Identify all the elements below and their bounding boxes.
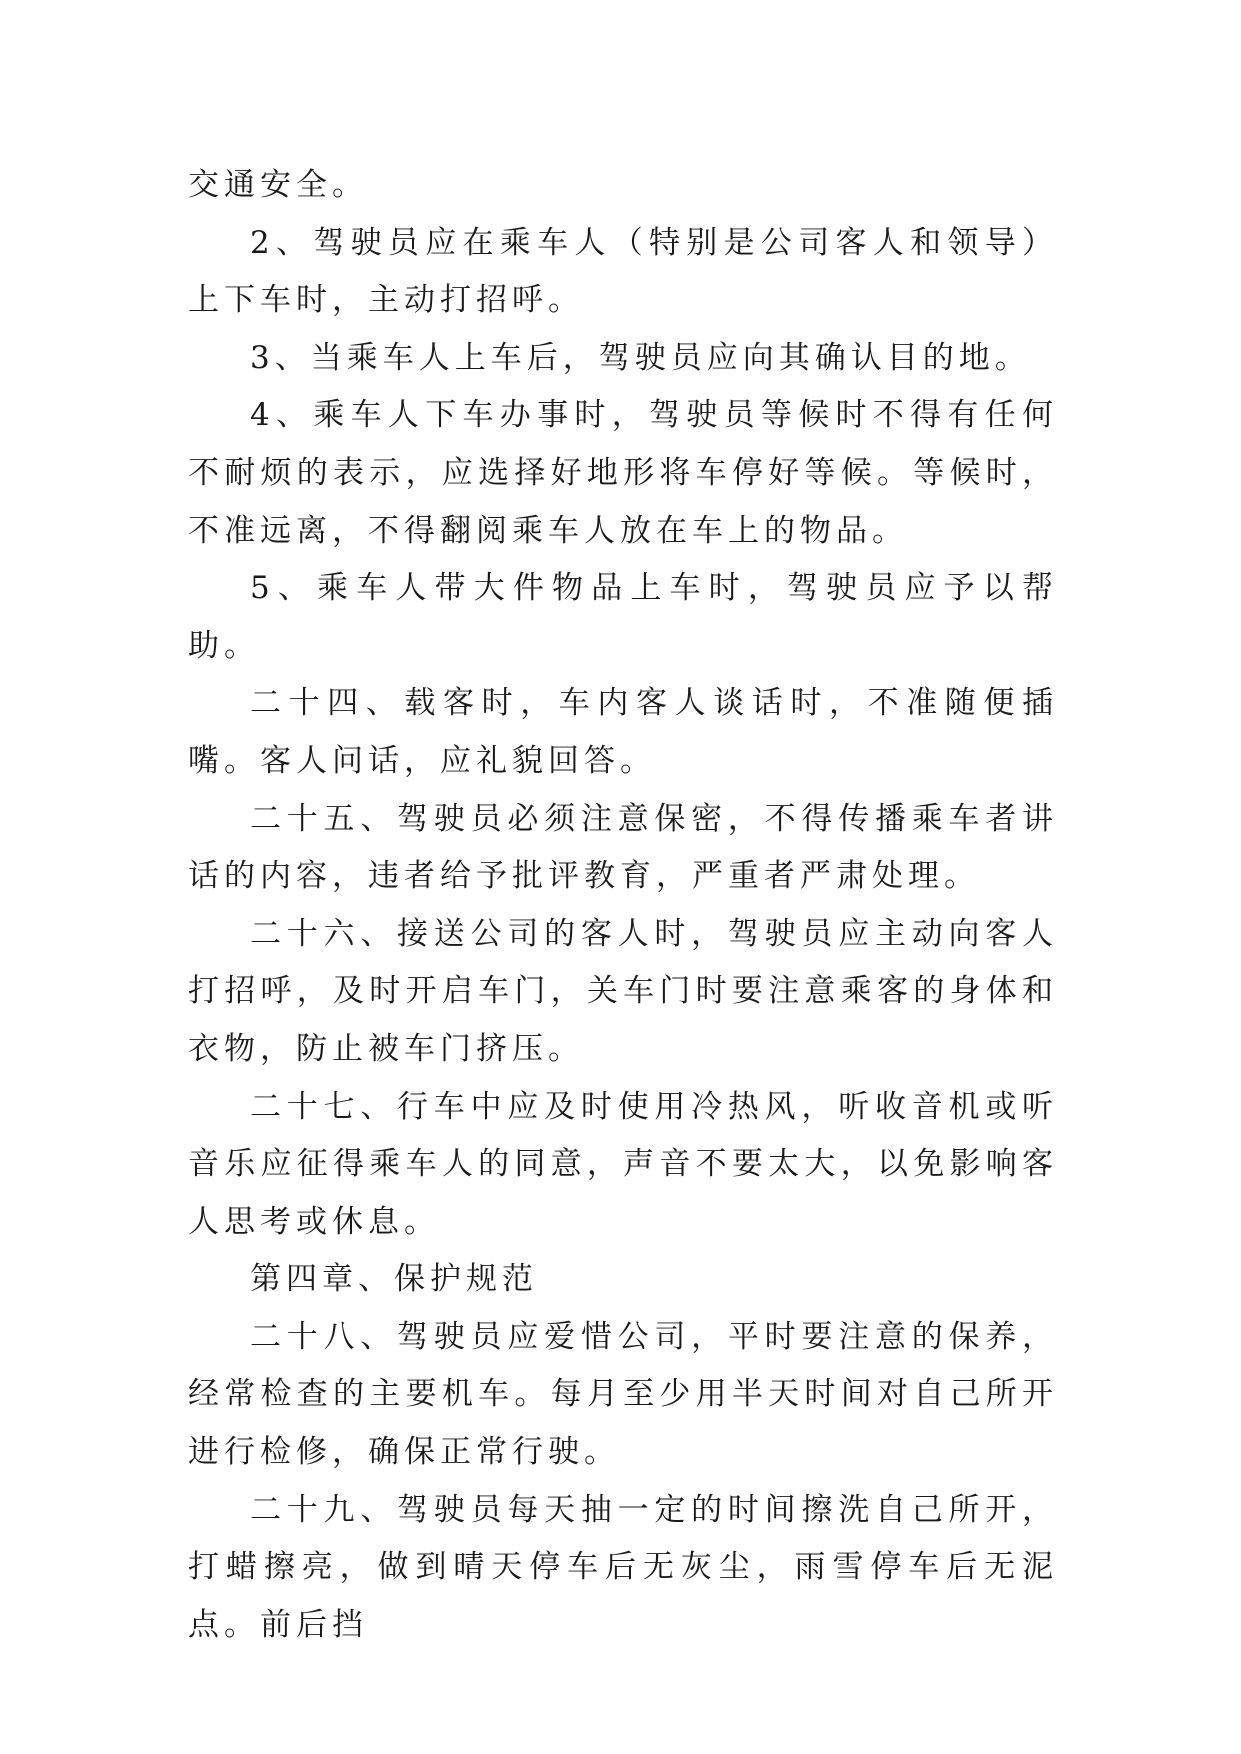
paragraph-article-27: 二十七、行车中应及时使用冷热风，听收音机或听音乐应征得乘车人的同意，声音不要太大，以免影响客人思考或休息。 — [188, 1088, 1058, 1240]
paragraph-item-4: 4、乘车人下车办事时，驾驶员等候时不得有任何不耐烦的表示，应选择好地形将车停好等候。等候时，不准远离，不得翻阅乘车人放在车上的物品。 — [188, 397, 1058, 549]
paragraph-item-5: 5、乘车人带大件物品上车时，驾驶员应予以帮助。 — [188, 570, 1058, 664]
paragraph-article-24: 二十四、载客时，车内客人谈话时，不准随便插嘴。客人问话，应礼貌回答。 — [188, 685, 1058, 779]
paragraph-continuation: 交通安全。 — [188, 167, 368, 203]
paragraph-item-2: 2、驾驶员应在乘车人（特别是公司客人和领导）上下车时，主动打招呼。 — [188, 224, 1058, 319]
paragraph-item-3: 3、当乘车人上车后，驾驶员应向其确认目的地。 — [250, 339, 1031, 376]
document-body — [188, 157, 1058, 1654]
chapter-heading: 第四章、保护规范 — [250, 1261, 538, 1298]
paragraph-article-28: 二十八、驾驶员应爱惜公司，平时要注意的保养，经常检查的主要机车。每月至少用半天时间对自己所开进行检修，确保正常行驶。 — [188, 1318, 1058, 1471]
paragraph-article-25: 二十五、驾驶员必须注意保密，不得传播乘车者讲话的内容，违者给予批评教育，严重者严肃处理。 — [188, 800, 1058, 895]
paragraph-article-26: 二十六、接送公司的客人时，驾驶员应主动向客人打招呼，及时开启车门，关车门时要注意乘客的身体和衣物，防止被车门挤压。 — [188, 915, 1058, 1067]
paragraph-article-29: 二十九、驾驶员每天抽一定的时间擦洗自己所开，打蜡擦亮，做到晴天停车后无灰尘，雨雪停车后无泥点。前后挡 — [188, 1491, 1058, 1643]
